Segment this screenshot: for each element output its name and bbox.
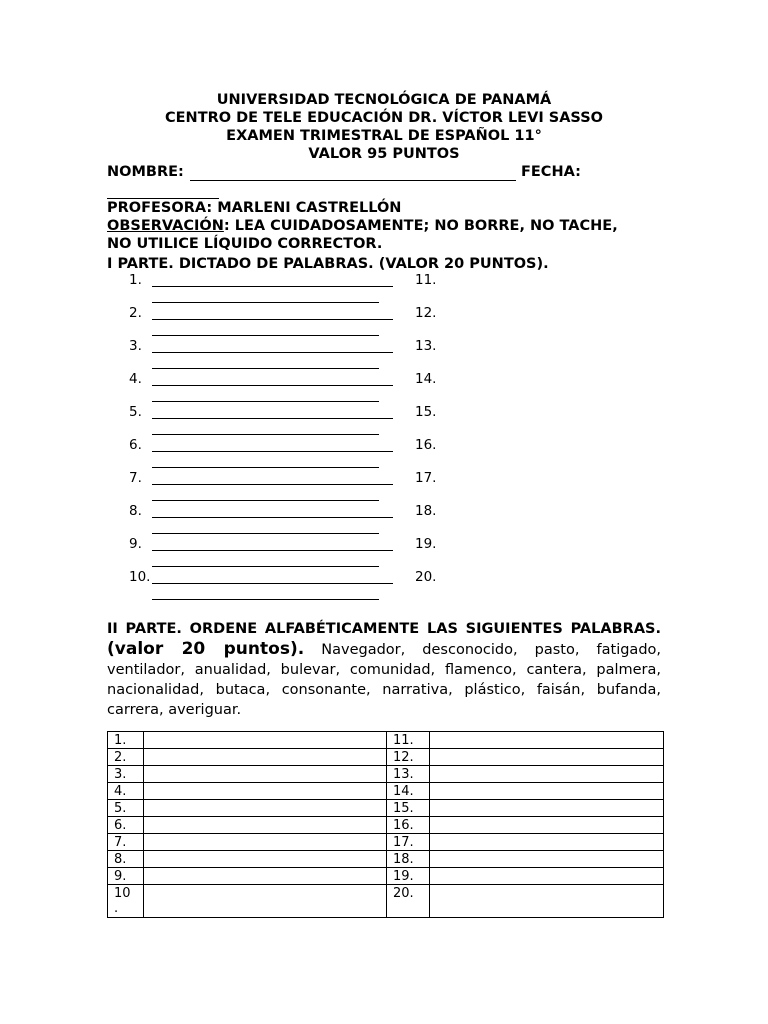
observacion-line-2: NO UTILICE LÍQUIDO CORRECTOR. <box>107 236 383 252</box>
dictation-answer-line[interactable] <box>152 401 379 402</box>
dictation-number: 4. <box>129 371 142 387</box>
table-answer-cell[interactable] <box>144 749 387 766</box>
dictation-number: 6. <box>129 437 142 453</box>
table-number-cell: 20. <box>387 885 430 918</box>
dictation-answer-line[interactable] <box>152 467 379 468</box>
dictation-answer-line[interactable] <box>152 517 393 518</box>
dictation-number: 3. <box>129 338 142 354</box>
table-number-cell: 19. <box>387 868 430 885</box>
exam-title: EXAMEN TRIMESTRAL DE ESPAÑOL 11° <box>226 128 542 144</box>
table-answer-cell[interactable] <box>144 800 387 817</box>
alphabetical-order-table <box>107 731 664 918</box>
part2-instructions <box>107 619 661 720</box>
table-number-cell: 2. <box>108 749 144 766</box>
table-row <box>108 800 664 817</box>
table-row <box>108 851 664 868</box>
dictation-number: 17. <box>415 470 437 486</box>
dictation-number: 1. <box>129 272 142 288</box>
dictation-number: 15. <box>415 404 437 420</box>
part1-title: I PARTE. DICTADO DE PALABRAS. (VALOR 20 PUNTOS). <box>107 256 549 272</box>
table-answer-cell[interactable] <box>144 868 387 885</box>
table-row <box>108 749 664 766</box>
dictation-number: 5. <box>129 404 142 420</box>
dictation-answer-line[interactable] <box>152 335 379 336</box>
table-answer-cell[interactable] <box>144 817 387 834</box>
university-name: UNIVERSIDAD TECNOLÓGICA DE PANAMÁ <box>216 92 552 108</box>
nombre-label: NOMBRE: <box>107 164 184 180</box>
dictation-number: 11. <box>415 272 437 288</box>
table-answer-cell[interactable] <box>144 766 387 783</box>
table-number-cell: 12. <box>387 749 430 766</box>
table-answer-cell[interactable] <box>430 766 664 783</box>
table-answer-cell[interactable] <box>144 834 387 851</box>
dictation-number: 12. <box>415 305 437 321</box>
dictation-answer-line[interactable] <box>152 550 393 551</box>
observacion-line <box>107 217 618 235</box>
dictation-answer-line[interactable] <box>152 566 379 567</box>
dictation-answer-line[interactable] <box>152 418 393 419</box>
table-row <box>108 783 664 800</box>
part2-word-list: Navegador, desconocido, pasto, fatigado, ventilador, anualidad, bulevar, comunidad, flamenco, cantera, palmera, nacionalidad, butaca, consonante, narrativa, plástico, faisán, bufanda, carrera, averiguar. <box>107 642 662 718</box>
table-row <box>108 834 664 851</box>
table-row <box>108 732 664 749</box>
dictation-number: 18. <box>415 503 437 519</box>
dictation-number: 9. <box>129 536 142 552</box>
table-number-cell: 17. <box>387 834 430 851</box>
table-answer-cell[interactable] <box>144 885 387 918</box>
fecha-label: FECHA: <box>521 164 581 180</box>
dictation-answer-line[interactable] <box>152 286 393 287</box>
table-number-cell: 1. <box>108 732 144 749</box>
dictation-number: 13. <box>415 338 437 354</box>
dictation-number: 16. <box>415 437 437 453</box>
table-number-cell: 10 . <box>108 885 144 918</box>
table-answer-cell[interactable] <box>144 851 387 868</box>
table-number-cell: 4. <box>108 783 144 800</box>
table-row <box>108 885 664 918</box>
center-name: CENTRO DE TELE EDUCACIÓN DR. VÍCTOR LEVI SASSO <box>165 110 603 126</box>
table-answer-cell[interactable] <box>430 732 664 749</box>
dictation-number: 2. <box>129 305 142 321</box>
table-answer-cell[interactable] <box>430 749 664 766</box>
dictation-number: 8. <box>129 503 142 519</box>
observacion-text: : LEA CUIDADOSAMENTE; NO BORRE, NO TACHE, <box>223 218 618 234</box>
dictation-answer-line[interactable] <box>152 533 379 534</box>
table-number-cell: 18. <box>387 851 430 868</box>
table-row <box>108 817 664 834</box>
dictation-number: 7. <box>129 470 142 486</box>
table-answer-cell[interactable] <box>430 817 664 834</box>
part2-value: (valor 20 puntos). <box>107 639 305 659</box>
part2-title: II PARTE. ORDENE ALFABÉTICAMENTE LAS SIGUIENTES PALABRAS. <box>107 621 661 637</box>
table-number-cell: 8. <box>108 851 144 868</box>
dictation-answer-line[interactable] <box>152 352 393 353</box>
profesora-line: PROFESORA: MARLENI CASTRELLÓN <box>107 200 402 216</box>
table-row <box>108 868 664 885</box>
dictation-answer-line[interactable] <box>152 583 393 584</box>
observacion-label: OBSERVACIÓN <box>107 218 224 234</box>
exam-value: VALOR 95 PUNTOS <box>308 146 460 162</box>
table-answer-cell[interactable] <box>430 885 664 918</box>
table-number-cell: 15. <box>387 800 430 817</box>
dictation-number: 19. <box>415 536 437 552</box>
table-number-cell: 7. <box>108 834 144 851</box>
dictation-number: 20. <box>415 569 437 585</box>
dictation-number: 14. <box>415 371 437 387</box>
dictation-answer-line[interactable] <box>152 368 379 369</box>
table-answer-cell[interactable] <box>430 800 664 817</box>
nombre-blank-line[interactable] <box>190 180 516 181</box>
dictation-answer-line[interactable] <box>152 302 379 303</box>
table-answer-cell[interactable] <box>430 783 664 800</box>
table-number-cell: 14. <box>387 783 430 800</box>
table-number-cell: 3. <box>108 766 144 783</box>
table-answer-cell[interactable] <box>144 732 387 749</box>
table-number-cell: 11. <box>387 732 430 749</box>
table-number-cell: 6. <box>108 817 144 834</box>
dictation-number: 10. <box>129 569 151 585</box>
dictation-answer-line[interactable] <box>152 319 393 320</box>
table-answer-cell[interactable] <box>430 868 664 885</box>
dictation-answer-line[interactable] <box>152 500 379 501</box>
dictation-answer-line[interactable] <box>152 451 393 452</box>
dictation-answer-line[interactable] <box>152 385 393 386</box>
table-answer-cell[interactable] <box>430 834 664 851</box>
table-number-cell: 13. <box>387 766 430 783</box>
table-number-cell: 9. <box>108 868 144 885</box>
table-answer-cell[interactable] <box>144 783 387 800</box>
table-number-cell: 16. <box>387 817 430 834</box>
table-answer-cell[interactable] <box>430 851 664 868</box>
dictation-answer-line[interactable] <box>152 484 393 485</box>
dictation-answer-line[interactable] <box>152 599 379 600</box>
table-row <box>108 766 664 783</box>
table-number-cell: 5. <box>108 800 144 817</box>
dictation-answer-line[interactable] <box>152 434 379 435</box>
